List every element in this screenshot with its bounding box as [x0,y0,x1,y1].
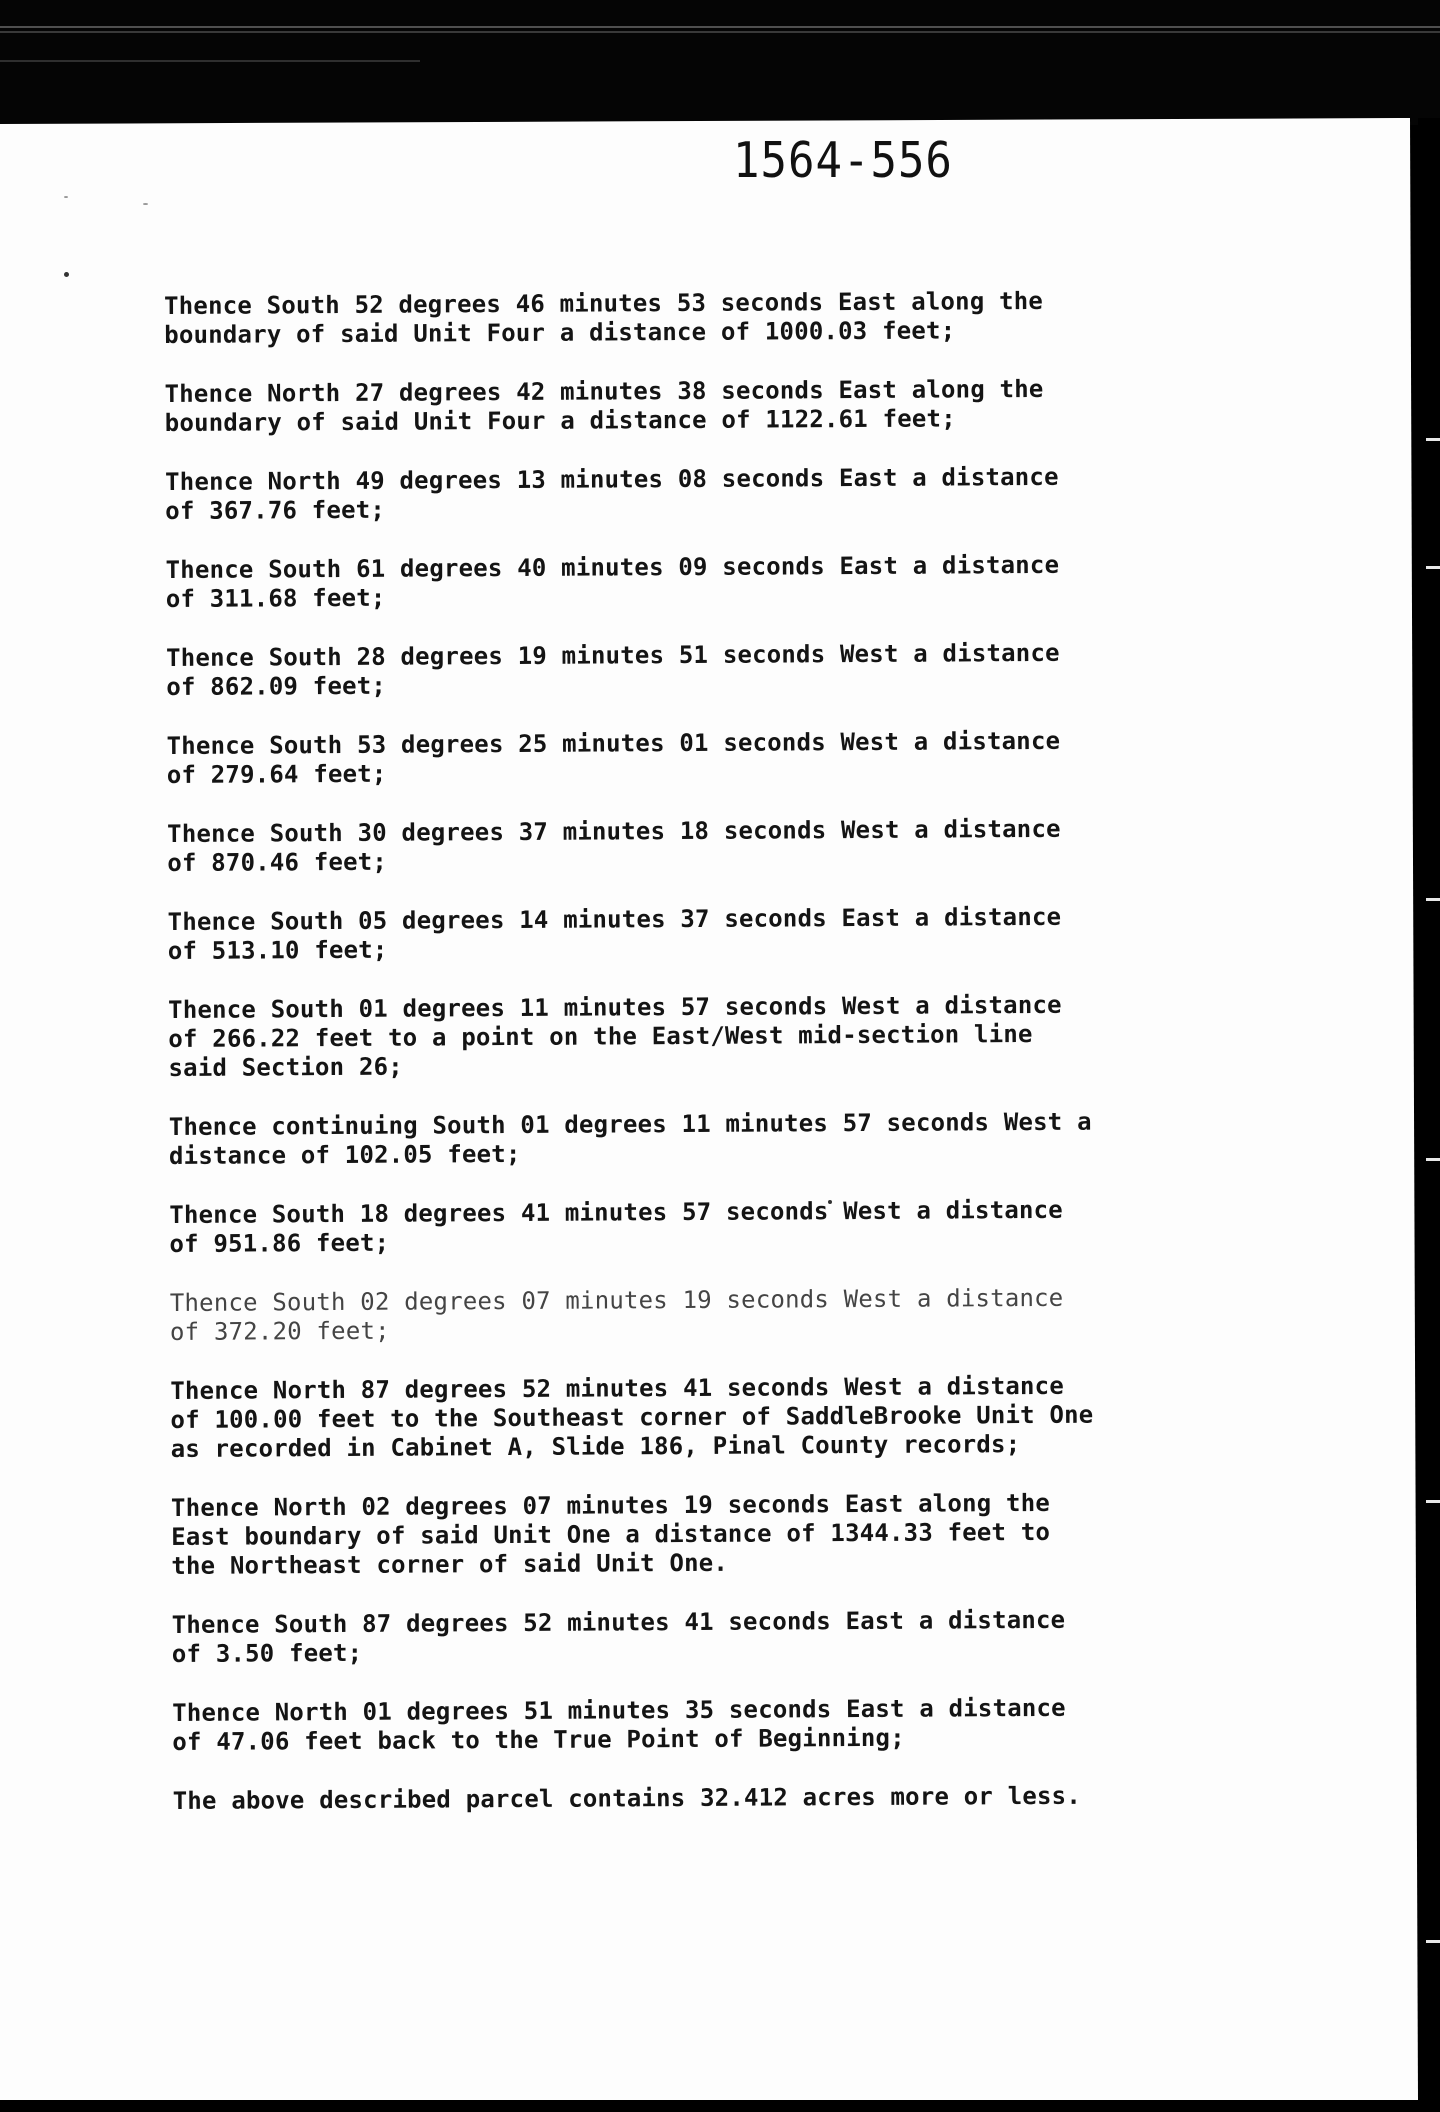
course-paragraph: Thence continuing South 01 degrees 11 minutes 57 seconds West a distance of 102.05 feet; [168,1107,1092,1170]
scan-noise-line [0,60,420,62]
scan-edge-mark [1426,1940,1440,1943]
scan-speck [64,272,69,277]
course-paragraph: Thence South 28 degrees 19 minutes 51 seconds West a distance of 862.09 feet; [166,638,1060,701]
course-paragraph: Thence South 52 degrees 46 minutes 53 seconds East along the boundary of said Unit Four a distance of 1000.03 feet; [164,286,1044,349]
scan-noise-line [0,26,1440,28]
acreage-statement: The above described parcel contains 32.412 acres more or less. [172,1781,1082,1815]
course-paragraph: Thence North 49 degrees 13 minutes 08 seconds East a distance of 367.76 feet; [165,462,1059,525]
course-paragraph: Thence South 02 degrees 07 minutes 19 seconds West a distance of 372.20 feet; [169,1283,1064,1346]
course-paragraph: Thence North 27 degrees 42 minutes 38 seconds East along the boundary of said Unit Four a distance of 1122.61 feet; [164,374,1044,437]
course-paragraph: Thence South 53 degrees 25 minutes 01 seconds West a distance of 279.64 feet; [166,726,1061,789]
course-paragraph: Thence South 01 degrees 11 minutes 57 seconds West a distance of 266.22 feet to a point on the East/West mid-section line said Section 26; [168,990,1062,1082]
scan-edge-mark [1426,566,1440,569]
scan-edge-mark [1426,1158,1440,1161]
course-paragraph: Thence South 05 degrees 14 minutes 37 seconds East a distance of 513.10 feet; [167,902,1062,965]
course-paragraph: Thence South 87 degrees 52 minutes 41 seconds East a distance of 3.50 feet; [171,1605,1066,1668]
scan-edge-mark [1426,438,1440,441]
course-paragraph: Thence North 01 degrees 51 minutes 35 seconds East a distance of 47.06 feet back to the True Point of Beginning; [172,1693,1066,1756]
scan-border-top [0,0,1440,125]
course-paragraph: Thence South 30 degrees 37 minutes 18 seconds West a distance of 870.46 feet; [167,814,1061,877]
scan-border-right [1418,118,1440,2112]
document-number: 1564-556 [733,132,953,190]
scan-noise-line [0,31,1440,33]
course-paragraph: Thence South 61 degrees 40 minutes 09 seconds East a distance of 311.68 feet; [165,550,1060,613]
scan-edge-mark [1426,1500,1440,1503]
course-paragraph: Thence North 87 degrees 52 minutes 41 seconds West a distance of 100.00 feet to the Southeast corner of SaddleBrooke Unit One as recorded in Cabinet A, Slide 186, Pinal County records; [170,1371,1094,1463]
course-paragraph: Thence North 02 degrees 07 minutes 19 seconds East along the East boundary of said Unit One a distance of 1344.33 feet to the Northeast corner of said Unit One. [170,1488,1051,1580]
course-paragraph: Thence South 18 degrees 41 minutes 57 seconds West a distance of 951.86 feet; [169,1195,1063,1258]
scan-speck [64,196,68,198]
scan-edge-mark [1426,898,1440,901]
legal-description [164,286,1233,1846]
scan-speck [143,203,148,205]
